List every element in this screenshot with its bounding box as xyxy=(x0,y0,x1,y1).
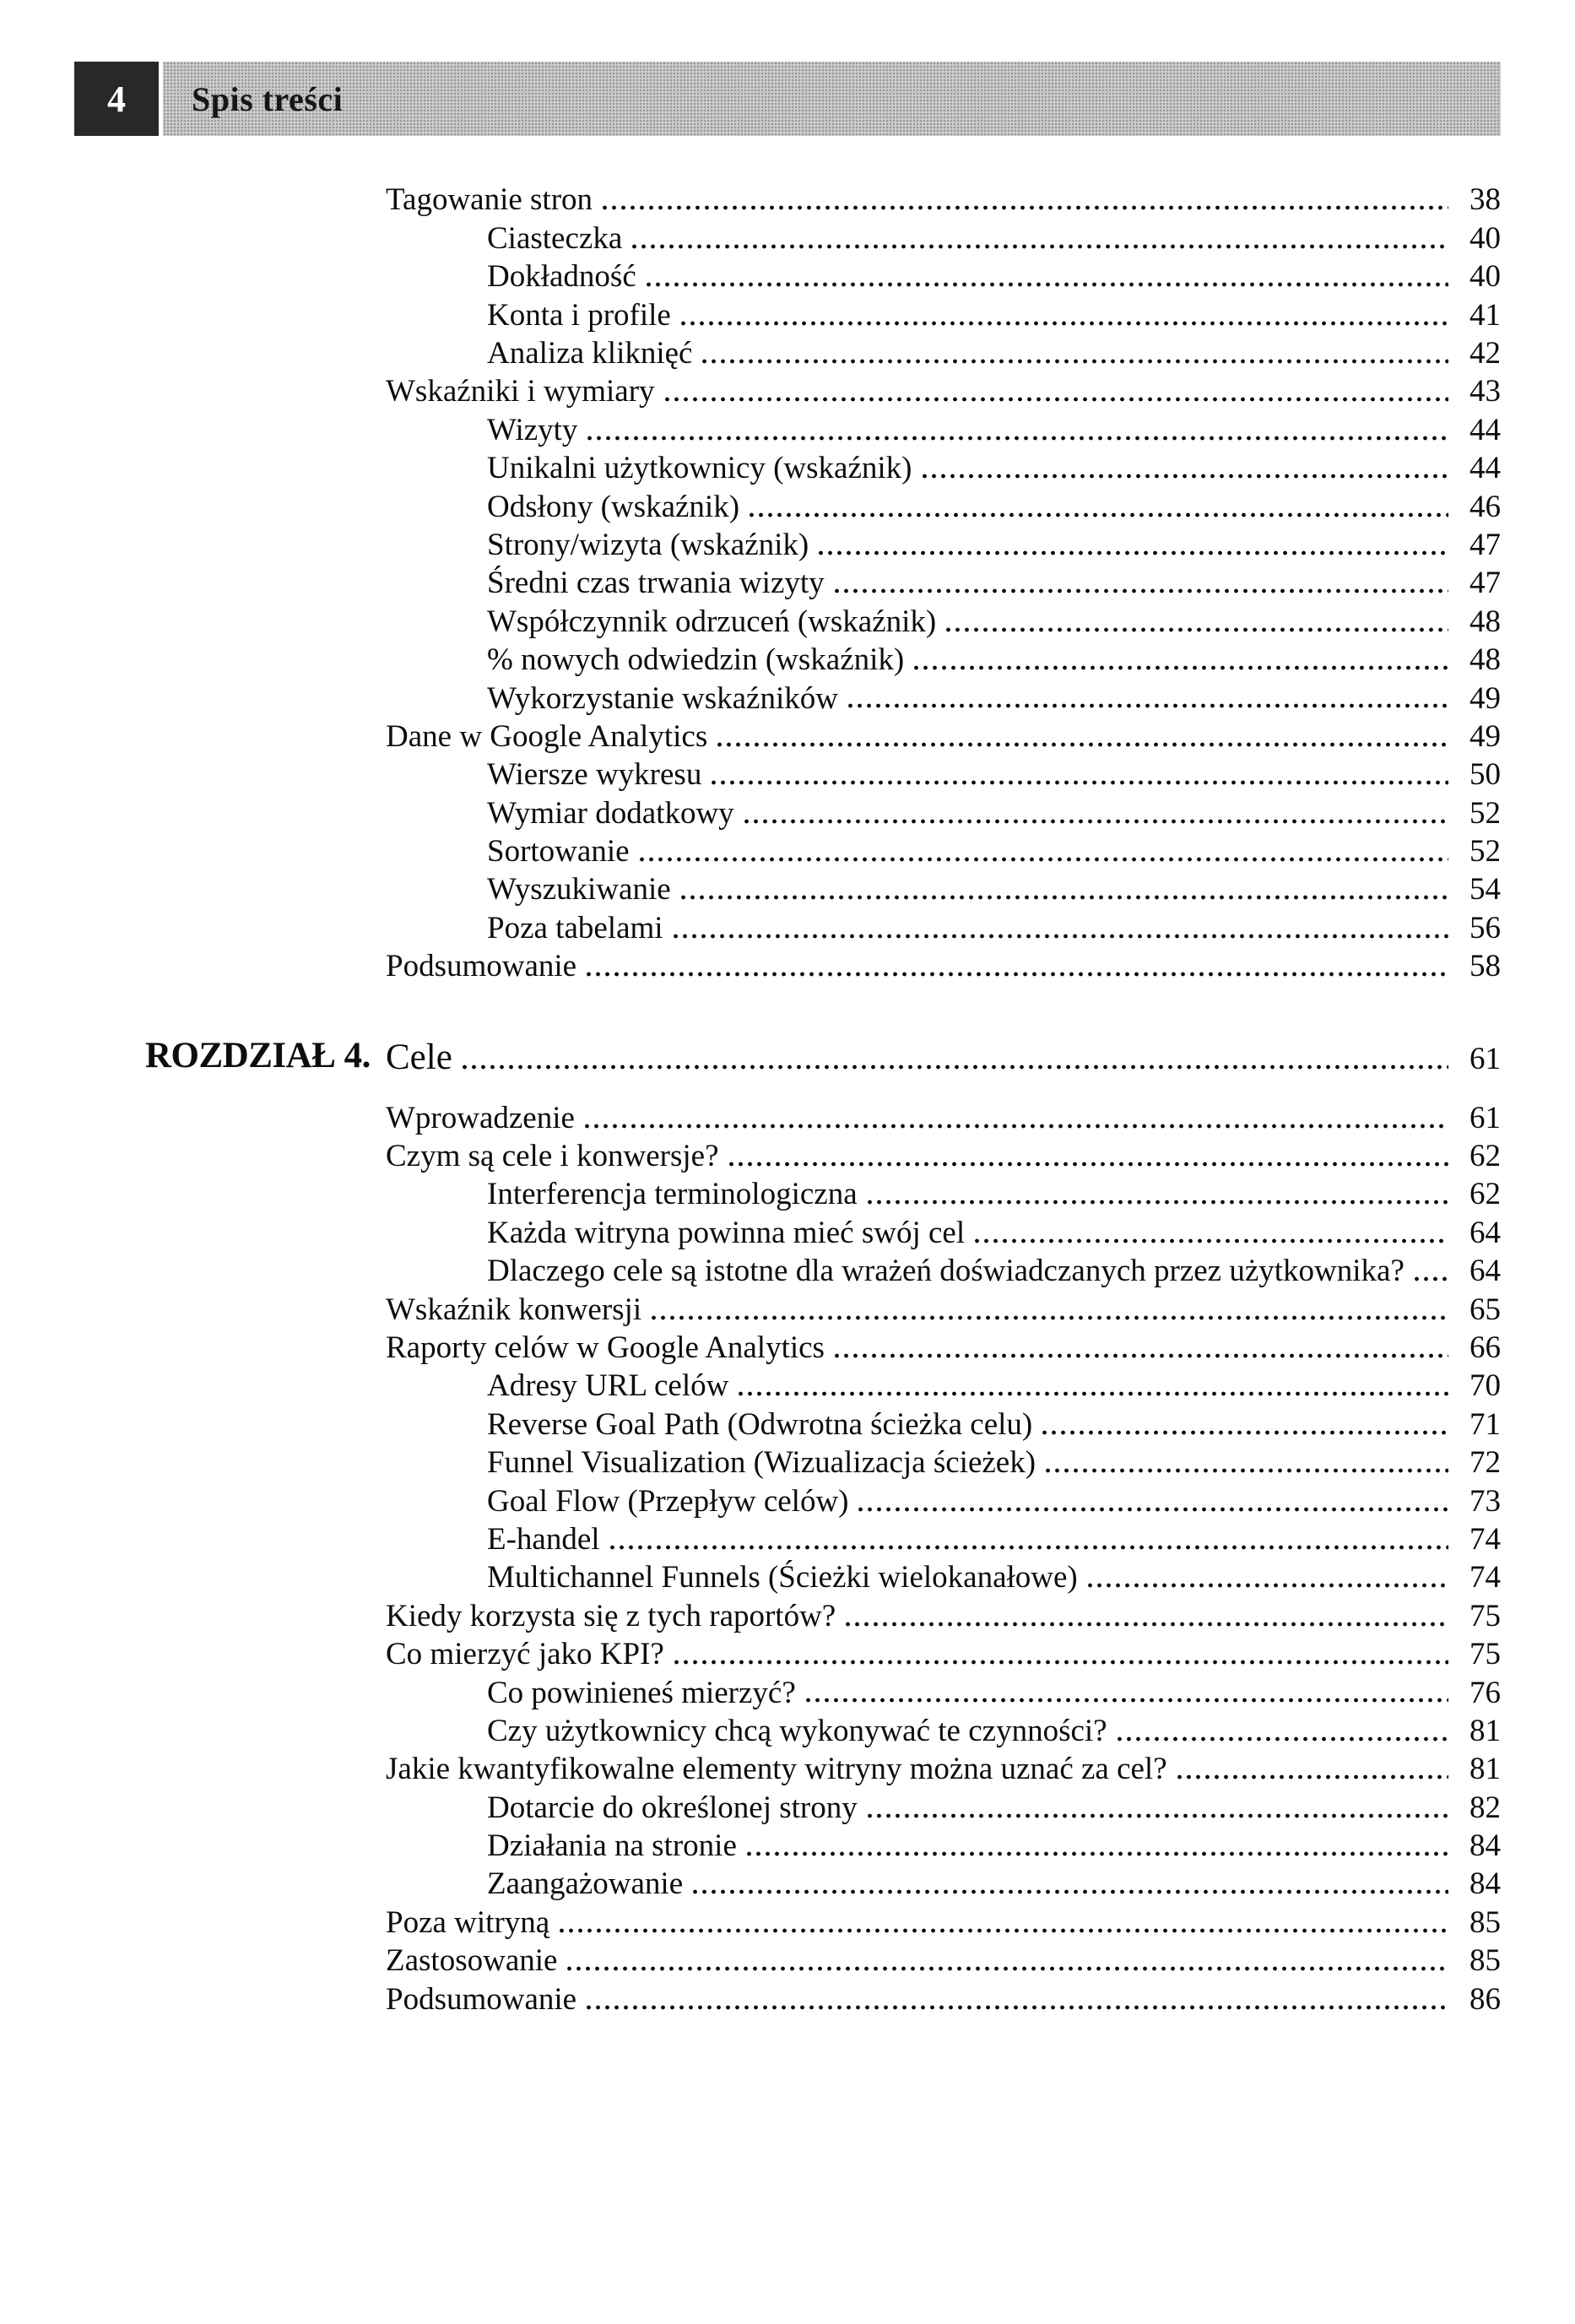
toc-entry-label: Wykorzystanie wskaźników xyxy=(487,680,838,716)
toc-entry-label: Wskaźnik konwersji xyxy=(386,1292,642,1327)
toc-entry-label: Zaangażowanie xyxy=(487,1866,684,1902)
toc-entry-page: 81 xyxy=(1469,1752,1501,1787)
toc-entry-page: 65 xyxy=(1469,1292,1501,1327)
toc-entry-page: 73 xyxy=(1469,1483,1501,1519)
toc-section-post-chapter xyxy=(0,1097,1575,2016)
table-of-contents xyxy=(0,179,1575,2017)
toc-entry-label: Adresy URL celów xyxy=(487,1368,729,1404)
toc-entry-page: 64 xyxy=(1469,1215,1501,1250)
toc-entry xyxy=(0,1173,1575,1211)
toc-entry xyxy=(0,1940,1575,1978)
toc-entry xyxy=(0,1288,1575,1326)
toc-entry-page: 75 xyxy=(1469,1637,1501,1672)
toc-entry xyxy=(0,294,1575,332)
toc-entry xyxy=(0,1825,1575,1863)
dotted-leader xyxy=(1415,1276,1448,1281)
dotted-leader xyxy=(868,1200,1448,1205)
dotted-leader xyxy=(806,1698,1448,1703)
toc-entry-page: 75 xyxy=(1469,1598,1501,1633)
toc-entry-page: 61 xyxy=(1469,1100,1501,1135)
toc-entry-label: Ciasteczka xyxy=(487,220,623,256)
dotted-leader xyxy=(632,244,1448,249)
toc-entry-label: Czy użytkownicy chcą wykonywać te czynności? xyxy=(487,1713,1107,1748)
dotted-leader xyxy=(819,550,1448,555)
toc-entry xyxy=(0,1250,1575,1288)
toc-entry-label: Zastosowanie xyxy=(386,1943,558,1979)
toc-entry-page: 84 xyxy=(1469,1828,1501,1864)
dotted-leader xyxy=(923,474,1449,479)
toc-entry-page: 81 xyxy=(1469,1713,1501,1748)
toc-entry-label: Interferencja terminologiczna xyxy=(487,1177,858,1212)
toc-entry-label: Wyszukiwanie xyxy=(487,872,671,907)
toc-entry xyxy=(0,179,1575,217)
toc-entry-label: Sortowanie xyxy=(487,834,630,869)
dotted-leader xyxy=(858,1507,1448,1512)
toc-entry-label: Współczynnik odrzuceń (wskaźnik) xyxy=(487,604,937,639)
toc-entry-label: Co mierzyć jako KPI? xyxy=(386,1637,664,1672)
dotted-leader xyxy=(647,282,1448,287)
dotted-leader xyxy=(868,1813,1448,1818)
toc-entry xyxy=(0,1709,1575,1747)
dotted-leader xyxy=(750,512,1448,517)
toc-entry-label: Dotarcie do określonej strony xyxy=(487,1790,858,1825)
dotted-leader xyxy=(640,857,1448,862)
dotted-leader xyxy=(1177,1774,1448,1780)
toc-entry xyxy=(0,1786,1575,1824)
toc-entry-page: 49 xyxy=(1469,680,1501,716)
page-number: 4 xyxy=(107,78,126,120)
toc-entry-page: 82 xyxy=(1469,1790,1501,1825)
toc-entry-page: 43 xyxy=(1469,374,1501,409)
page-header xyxy=(74,62,1501,136)
toc-entry-label: Podsumowanie xyxy=(386,1981,577,2017)
toc-entry xyxy=(0,562,1575,600)
toc-entry-page: 52 xyxy=(1469,795,1501,831)
toc-entry-page: 52 xyxy=(1469,834,1501,869)
dotted-leader xyxy=(603,205,1448,210)
toc-entry-page: 62 xyxy=(1469,1139,1501,1174)
toc-entry xyxy=(0,1519,1575,1557)
dotted-leader xyxy=(652,1315,1448,1320)
toc-entry-page: 38 xyxy=(1469,182,1501,218)
toc-entry xyxy=(0,1978,1575,2016)
toc-entry xyxy=(0,869,1575,907)
toc-entry xyxy=(0,1480,1575,1518)
toc-entry xyxy=(0,1211,1575,1249)
dotted-leader xyxy=(835,1353,1448,1358)
dotted-leader xyxy=(587,972,1448,977)
toc-entry-label: % nowych odwiedzin (wskaźnik) xyxy=(487,642,905,678)
toc-entry-page: 56 xyxy=(1469,910,1501,945)
chapter-title: Cele xyxy=(386,1037,452,1078)
toc-entry-label: Goal Flow (Przepływ celów) xyxy=(487,1483,849,1519)
toc-entry-page: 64 xyxy=(1469,1254,1501,1289)
toc-entry-page: 74 xyxy=(1469,1521,1501,1557)
dotted-leader xyxy=(585,1124,1448,1129)
dotted-leader xyxy=(693,1889,1448,1894)
toc-entry-page: 74 xyxy=(1469,1560,1501,1595)
dotted-leader xyxy=(1046,1468,1448,1473)
toc-entry xyxy=(0,715,1575,753)
toc-entry-label: Działania na stronie xyxy=(487,1828,737,1864)
toc-entry-label: Dane w Google Analytics xyxy=(386,718,708,754)
toc-entry xyxy=(0,639,1575,677)
dotted-leader xyxy=(835,588,1448,593)
toc-entry xyxy=(0,600,1575,638)
toc-entry xyxy=(0,1633,1575,1671)
toc-entry-page: 76 xyxy=(1469,1675,1501,1710)
toc-entry xyxy=(0,447,1575,485)
dotted-leader xyxy=(744,819,1448,824)
toc-entry xyxy=(0,1595,1575,1633)
dotted-leader xyxy=(1042,1430,1448,1435)
toc-entry-page: 86 xyxy=(1469,1981,1501,2017)
toc-entry-page: 70 xyxy=(1469,1368,1501,1404)
dotted-leader xyxy=(567,1966,1448,1971)
toc-entry xyxy=(0,831,1575,869)
toc-entry xyxy=(0,217,1575,255)
toc-entry-label: Strony/wizyta (wskaźnik) xyxy=(487,527,809,562)
toc-section-pre-chapter xyxy=(0,179,1575,983)
dotted-leader xyxy=(702,359,1448,364)
toc-entry xyxy=(0,524,1575,562)
chapter-page: 61 xyxy=(1469,1042,1501,1077)
toc-entry xyxy=(0,1403,1575,1441)
toc-entry-label: Jakie kwantyfikowalne elementy witryny można uznać za cel? xyxy=(386,1752,1167,1787)
toc-entry-label: Co powinieneś mierzyć? xyxy=(487,1675,796,1710)
page-number-badge xyxy=(74,62,159,136)
toc-entry-label: Raporty celów w Google Analytics xyxy=(386,1330,825,1365)
toc-entry-page: 72 xyxy=(1469,1445,1501,1481)
toc-entry xyxy=(0,677,1575,715)
toc-entry xyxy=(0,1327,1575,1365)
toc-entry-label: Wizyty xyxy=(487,412,578,447)
toc-entry-page: 71 xyxy=(1469,1406,1501,1442)
dotted-leader xyxy=(674,1660,1448,1665)
toc-entry-page: 84 xyxy=(1469,1866,1501,1902)
dotted-leader xyxy=(587,2005,1448,2010)
toc-entry-page: 85 xyxy=(1469,1943,1501,1979)
toc-entry xyxy=(0,333,1575,371)
toc-entry xyxy=(0,754,1575,792)
toc-entry-label: E-handel xyxy=(487,1521,600,1557)
toc-entry-label: Podsumowanie xyxy=(386,949,577,984)
dotted-leader xyxy=(610,1545,1448,1550)
dotted-leader xyxy=(587,436,1448,441)
dotted-leader xyxy=(717,742,1448,747)
toc-entry xyxy=(0,1748,1575,1786)
dotted-leader xyxy=(914,665,1448,670)
toc-entry xyxy=(0,256,1575,294)
toc-entry-page: 48 xyxy=(1469,604,1501,639)
header-strip xyxy=(163,62,1501,136)
toc-entry-label: Tagowanie stron xyxy=(386,182,593,218)
dotted-leader xyxy=(1088,1583,1448,1588)
toc-entry-label: Konta i profile xyxy=(487,297,671,333)
toc-entry-page: 62 xyxy=(1469,1177,1501,1212)
toc-entry-page: 44 xyxy=(1469,451,1501,486)
dotted-leader xyxy=(712,780,1448,785)
dotted-leader xyxy=(665,397,1448,402)
toc-entry xyxy=(0,1671,1575,1709)
toc-entry-page: 47 xyxy=(1469,566,1501,601)
toc-entry-label: Wymiar dodatkowy xyxy=(487,795,734,831)
toc-entry-page: 58 xyxy=(1469,949,1501,984)
dotted-leader xyxy=(975,1238,1448,1243)
dotted-leader xyxy=(946,627,1448,632)
dotted-leader xyxy=(560,1928,1448,1933)
toc-entry-label: Odsłony (wskaźnik) xyxy=(487,489,740,524)
toc-entry-label: Funnel Visualization (Wizualizacja ścieżek) xyxy=(487,1445,1036,1481)
toc-entry-page: 40 xyxy=(1469,259,1501,295)
toc-entry-page: 85 xyxy=(1469,1904,1501,1940)
toc-entry-label: Multichannel Funnels (Ścieżki wielokanałowe) xyxy=(487,1560,1078,1595)
toc-entry xyxy=(0,485,1575,523)
toc-entry-page: 47 xyxy=(1469,527,1501,562)
dotted-leader xyxy=(747,1851,1448,1856)
dotted-leader xyxy=(674,934,1448,939)
toc-entry-label: Średni czas trwania wizyty xyxy=(487,566,825,601)
toc-entry-label: Poza tabelami xyxy=(487,910,663,945)
toc-entry-label: Wskaźniki i wymiary xyxy=(386,374,655,409)
dotted-leader xyxy=(463,1064,1448,1070)
toc-entry-page: 54 xyxy=(1469,872,1501,907)
toc-entry-page: 66 xyxy=(1469,1330,1501,1365)
chapter-label: ROZDZIAŁ 4. xyxy=(145,1036,371,1076)
toc-chapter-row xyxy=(0,1022,1575,1076)
toc-entry xyxy=(0,907,1575,945)
dotted-leader xyxy=(846,1622,1448,1627)
toc-entry-label: Wiersze wykresu xyxy=(487,757,702,793)
toc-entry xyxy=(0,1365,1575,1403)
toc-entry xyxy=(0,1901,1575,1939)
toc-entry xyxy=(0,1135,1575,1173)
toc-entry xyxy=(0,1442,1575,1480)
toc-entry-label: Dokładność xyxy=(487,259,636,295)
dotted-leader xyxy=(739,1391,1448,1396)
dotted-leader xyxy=(1118,1736,1448,1742)
toc-entry-page: 42 xyxy=(1469,336,1501,371)
dotted-leader xyxy=(681,895,1448,900)
toc-entry-page: 49 xyxy=(1469,718,1501,754)
dotted-leader xyxy=(848,703,1448,708)
dotted-leader xyxy=(681,321,1448,326)
toc-entry-label: Wprowadzenie xyxy=(386,1100,575,1135)
toc-entry-label: Dlaczego cele są istotne dla wrażeń doświadczanych przez użytkownika? xyxy=(487,1254,1405,1289)
toc-entry-label: Poza witryną xyxy=(386,1904,550,1940)
toc-entry xyxy=(0,945,1575,983)
toc-entry xyxy=(0,1557,1575,1595)
dotted-leader xyxy=(729,1162,1448,1167)
toc-entry-page: 48 xyxy=(1469,642,1501,678)
header-title: Spis treści xyxy=(192,79,344,118)
toc-entry-label: Unikalni użytkownicy (wskaźnik) xyxy=(487,451,912,486)
toc-entry xyxy=(0,409,1575,447)
toc-entry-page: 41 xyxy=(1469,297,1501,333)
toc-entry-page: 44 xyxy=(1469,412,1501,447)
toc-entry-label: Czym są cele i konwersje? xyxy=(386,1139,719,1174)
toc-entry-page: 46 xyxy=(1469,489,1501,524)
toc-entry-page: 50 xyxy=(1469,757,1501,793)
toc-entry xyxy=(0,371,1575,409)
toc-entry-label: Każda witryna powinna mieć swój cel xyxy=(487,1215,966,1250)
toc-entry xyxy=(0,792,1575,830)
toc-entry xyxy=(0,1097,1575,1135)
toc-entry-label: Analiza kliknięć xyxy=(487,336,693,371)
toc-entry-label: Reverse Goal Path (Odwrotna ścieżka celu) xyxy=(487,1406,1033,1442)
toc-entry-page: 40 xyxy=(1469,220,1501,256)
toc-entry-label: Kiedy korzysta się z tych raportów? xyxy=(386,1598,836,1633)
toc-entry xyxy=(0,1863,1575,1901)
